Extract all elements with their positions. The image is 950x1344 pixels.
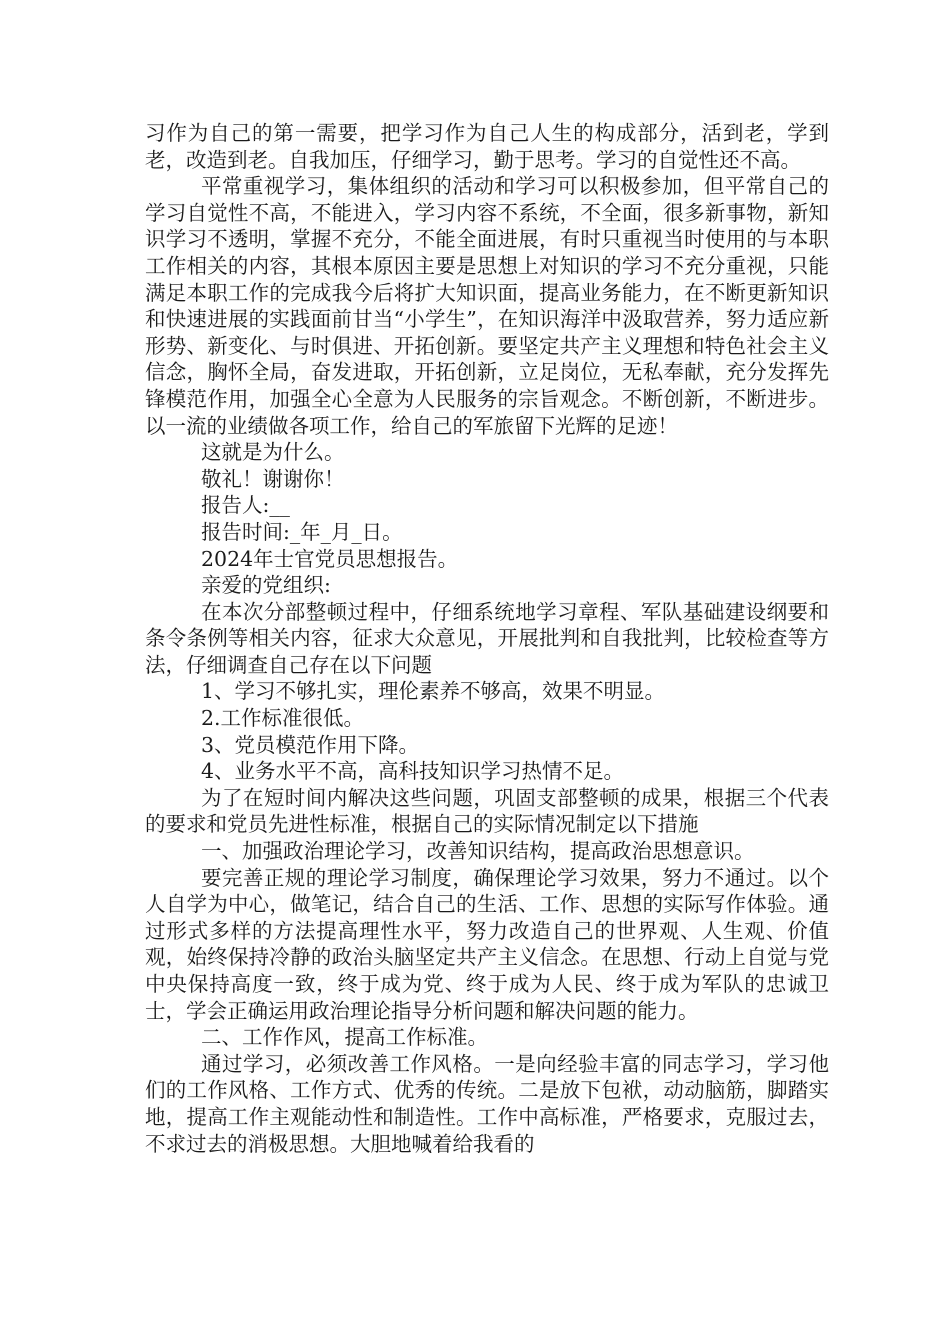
paragraph-problem-2: 2.工作标准很低。 bbox=[201, 706, 365, 731]
paragraph-problem-4: 4、业务水平不高，高科技知识学习热情不足。 bbox=[201, 759, 625, 784]
paragraph-reporter: 报告人:__ bbox=[201, 493, 290, 518]
paragraph-measures-intro: 为了在短时间内解决这些问题，巩固支部整顿的成果，根据三个代表的要求和党员先进性标准，根据自己的实际情况制定以下措施 bbox=[145, 785, 829, 837]
document-body bbox=[145, 120, 829, 1157]
paragraph-greeting: 亲爱的党组织: bbox=[201, 573, 331, 598]
paragraph-salutation: 敬礼！谢谢你！ bbox=[201, 466, 345, 491]
paragraph-rectification-intro: 在本次分部整顿过程中，仔细系统地学习章程、军队基础建设纲要和条令条例等相关内容，征求大众意见，开展批判和自我批判，比较检查等方法，仔细调查自己存在以下问题 bbox=[145, 599, 829, 677]
paragraph-section-1-heading: 一、加强政治理论学习，改善知识结构，提高政治思想意识。 bbox=[201, 839, 755, 864]
paragraph-report-title: 2024年士官党员思想报告。 bbox=[201, 546, 459, 571]
paragraph-problem-1: 1、学习不够扎实，理伦素养不够高，效果不明显。 bbox=[201, 679, 666, 704]
paragraph-report-date: 报告时间:_年_月_日。 bbox=[201, 519, 403, 544]
paragraph-section-2-heading: 二、工作作风，提高工作标准。 bbox=[201, 1025, 488, 1050]
paragraph-problem-3: 3、党员模范作用下降。 bbox=[201, 732, 420, 757]
paragraph-section-1-body: 要完善正规的理论学习制度，确保理论学习效果，努力不通过。以个人自学为中心，做笔记，结合自己的生活、工作、思想的实际写作体验。通过形式多样的方法提高理性水平，努力改造自己的世界观、人生观、价值观，始终保持冷静的政治头脑坚定共产主义信念。在思想、行动上自觉与党中央保持高度一致，终于成为党、终于成为人民、终于成为军队的忠诚卫士，学会正确运用政治理论指导分析问题和解决问题的能力。 bbox=[145, 865, 829, 1023]
paragraph-continuation: 习作为自己的第一需要，把学习作为自己人生的构成部分，活到老，学到老，改造到老。自我加压，仔细学习，勤于思考。学习的自觉性还不高。 bbox=[145, 121, 829, 172]
paragraph-study-reflection: 平常重视学习，集体组织的活动和学习可以积极参加，但平常自己的学习自觉性不高，不能进入，学习内容不系统，不全面，很多新事物，新知识学习不透明，掌握不充分，不能全面进展，有时只重视当时使用的与本职工作相关的内容，其根本原因主要是思想上对知识的学习不充分重视，只能满足本职工作的完成我今后将扩大知识面，提高业务能力，在不断更新知识和快速进展的实践面前甘当“小学生”，在知识海洋中汲取营养，努力适应新形势、新变化、与时俱进、开拓创新。要坚定共产主义理想和特色社会主义信念，胸怀全局，奋发进取，开拓创新，立足岗位，无私奉献，充分发挥先锋模范作用，加强全心全意为人民服务的宗旨观念。不断创新，不断进步。以一流的业绩做各项工作，给自己的军旅留下光辉的足迹！ bbox=[145, 174, 829, 438]
paragraph-closing-remark: 这就是为什么。 bbox=[201, 440, 345, 465]
paragraph-section-2-body: 通过学习，必须改善工作风格。一是向经验丰富的同志学习，学习他们的工作风格、工作方式、优秀的传统。二是放下包袱，动动脑筋，脚踏实地，提高工作主观能动性和制造性。工作中高标准，严格要求，克服过去，不求过去的消极思想。大胆地喊着给我看的 bbox=[145, 1051, 829, 1156]
